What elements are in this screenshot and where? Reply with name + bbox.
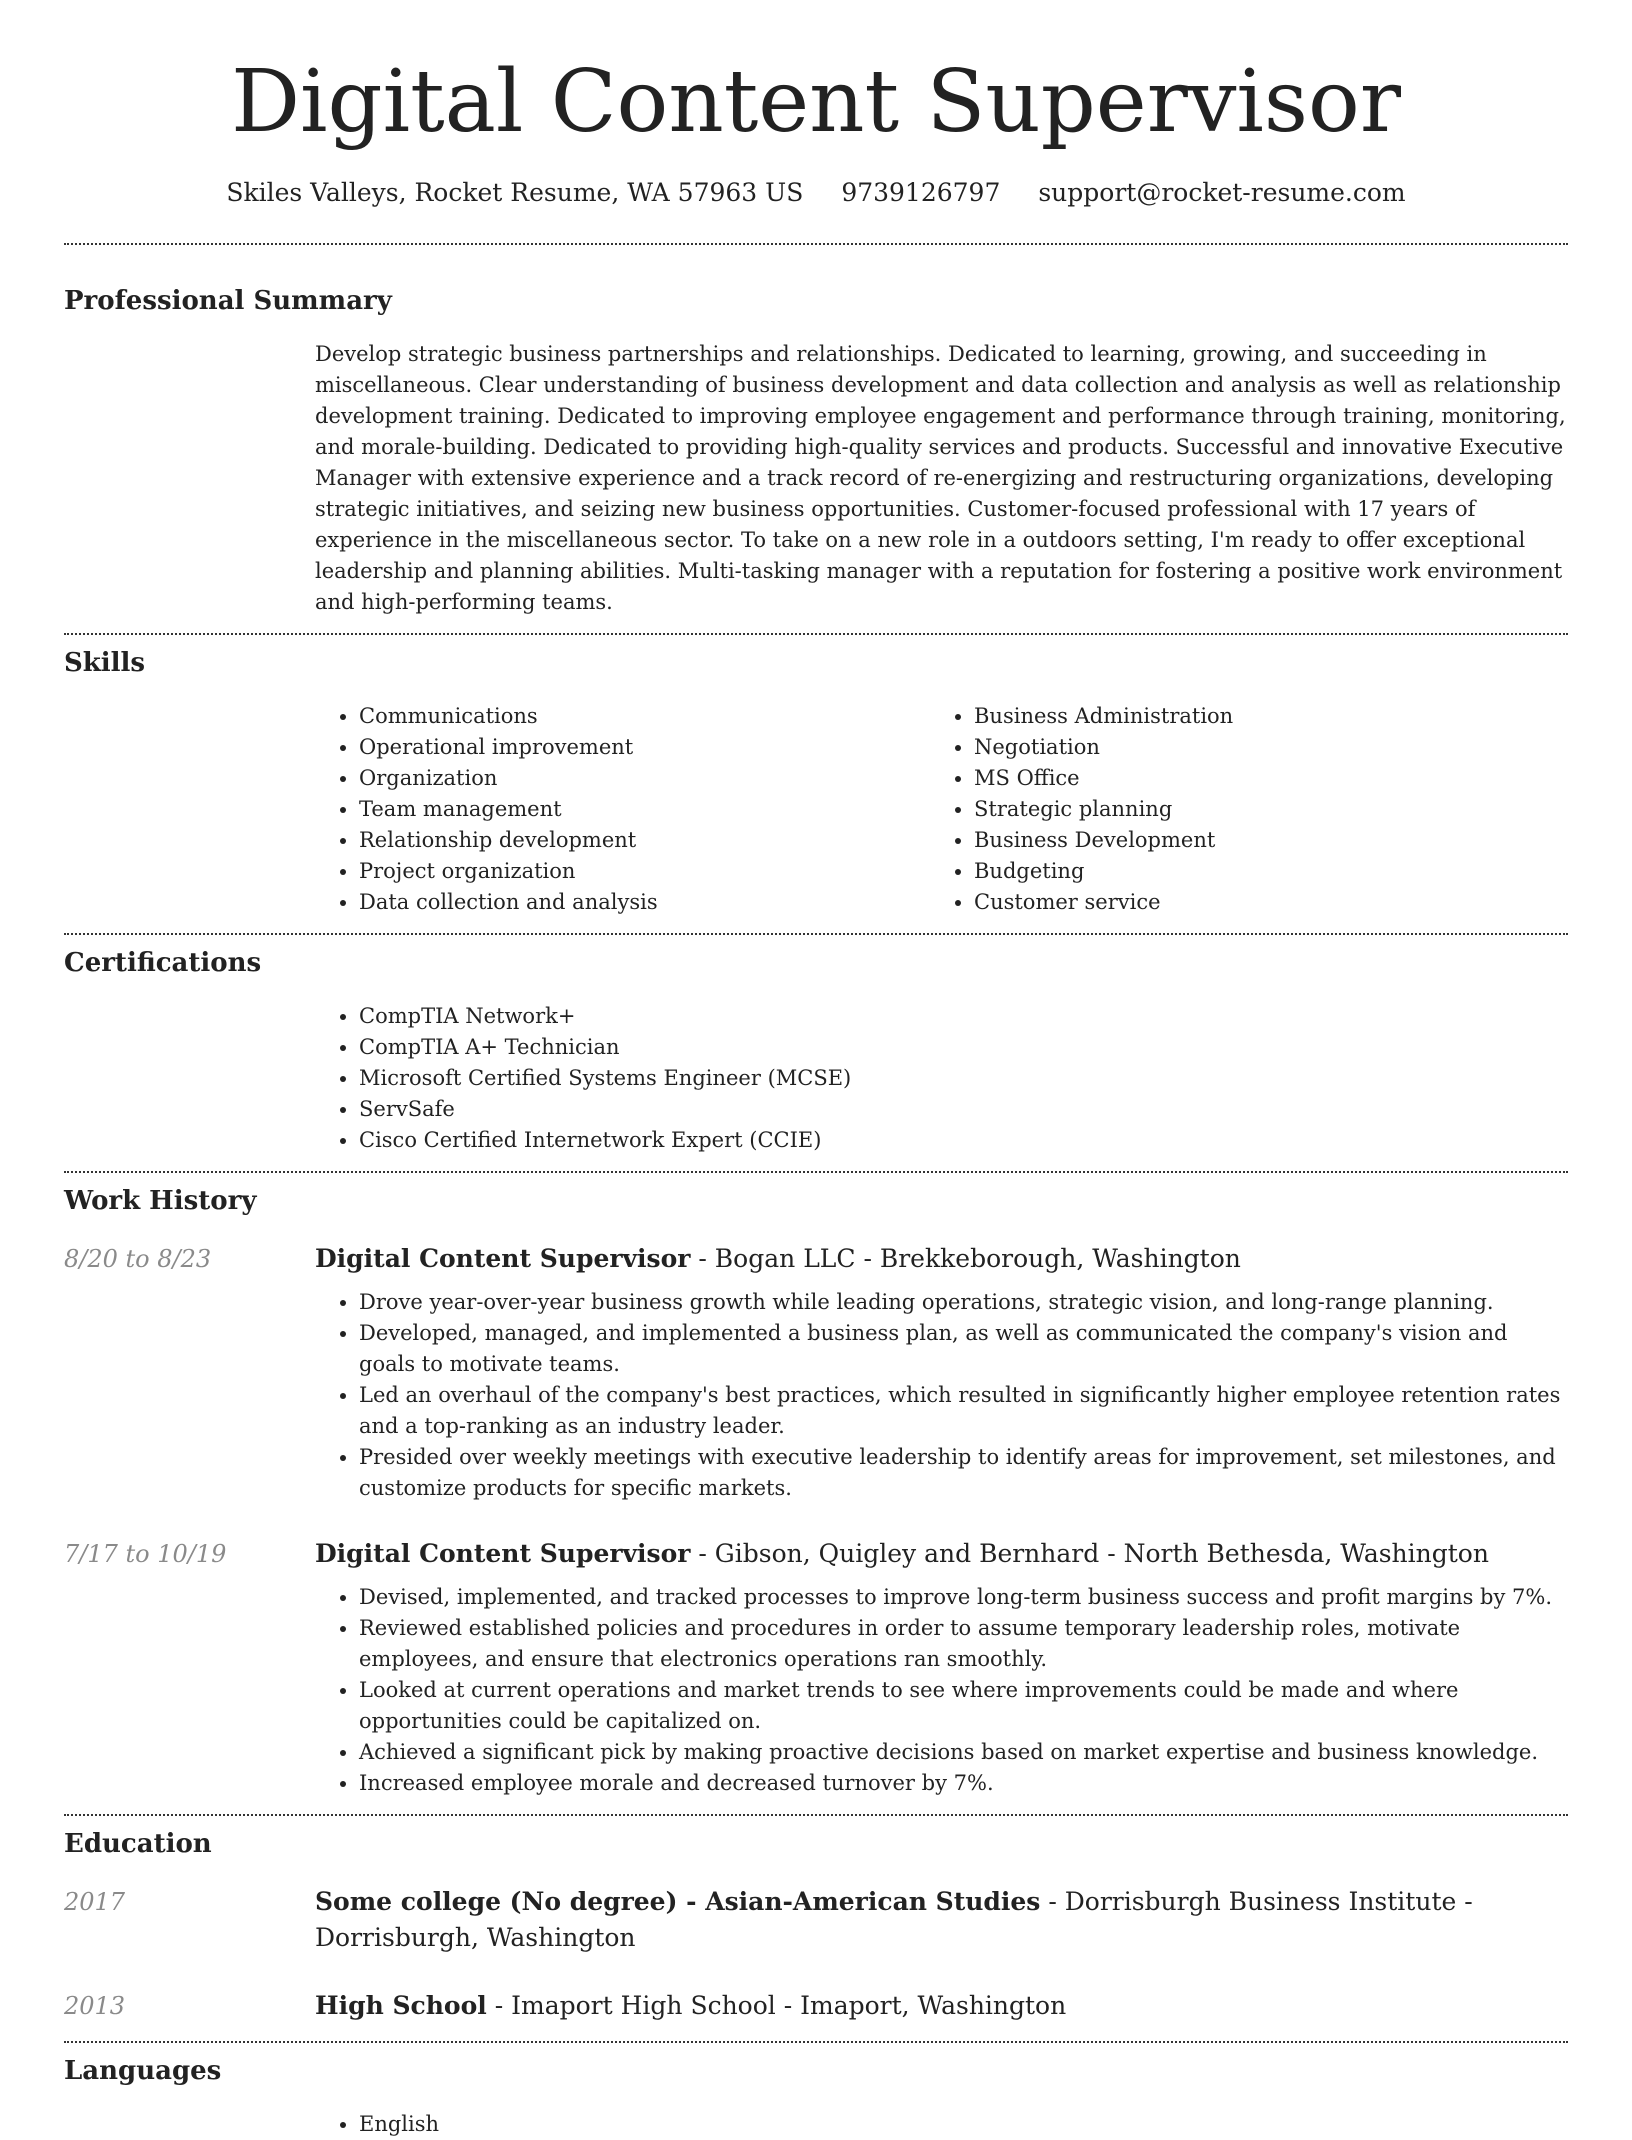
education-title-line bbox=[315, 1884, 1568, 1956]
skill-item: • Budgeting bbox=[974, 856, 1568, 887]
skills-list-left bbox=[315, 701, 930, 918]
education-entry bbox=[64, 1884, 1568, 1956]
skill-item: • Strategic planning bbox=[974, 794, 1568, 825]
skill-item: • Communications bbox=[359, 701, 930, 732]
job-entry bbox=[64, 1536, 1568, 1799]
education-section bbox=[64, 1816, 1568, 2024]
skill-item: • Business Development bbox=[974, 825, 1568, 856]
skills-heading: Skills bbox=[64, 648, 146, 678]
skill-item: • MS Office bbox=[974, 763, 1568, 794]
job-title-line bbox=[315, 1241, 1568, 1277]
education-year: 2013 bbox=[64, 1992, 126, 2020]
job-bullet: • Looked at current operations and market trends to see where improvements could be made and where opportunities could be capitalized on. bbox=[359, 1675, 1568, 1737]
certification-item: • ServSafe bbox=[359, 1094, 1568, 1125]
certification-item: • CompTIA Network+ bbox=[359, 1001, 1568, 1032]
certifications-list bbox=[315, 1001, 1568, 1156]
skill-item: • Negotiation bbox=[974, 732, 1568, 763]
education-school: - Dorrisburgh Business Institute - Dorrisburgh, Washington bbox=[315, 1887, 1473, 1952]
job-bullet: • Reviewed established policies and procedures in order to assume temporary leadership roles, motivate employees, and ensure that electronics operations ran smoothly. bbox=[359, 1613, 1568, 1675]
job-bullet: • Achieved a significant pick by making proactive decisions based on market expertise and business knowledge. bbox=[359, 1737, 1568, 1768]
skill-item: • Business Administration bbox=[974, 701, 1568, 732]
job-bullet-list bbox=[315, 1582, 1568, 1799]
skill-item: • Data collection and analysis bbox=[359, 887, 930, 918]
certification-item: • CompTIA A+ Technician bbox=[359, 1032, 1568, 1063]
summary-section bbox=[64, 245, 1568, 618]
education-title-line bbox=[315, 1988, 1568, 2024]
job-role: Digital Content Supervisor bbox=[315, 1244, 691, 1273]
candidate-name: Digital Content Supervisor bbox=[231, 52, 1401, 152]
summary-text: Develop strategic business partnerships and relationships. Dedicated to learning, growing, and succeeding in miscellaneous. Clear understanding of business development and data collection and analysis as well as relationship development training. Dedicated to improving employee engagement and performance through training, monitoring, and morale-building. Dedicated to providing high-quality services and products. Successful and innovative Executive Manager with extensive experience and a track record of re-energizing and restructuring organizations, developing strategic initiatives, and seizing new business opportunities. Customer-focused professional with 17 years of experience in the miscellaneous sector. To take on a new role in a outdoors setting, I'm ready to offer exceptional leadership and planning abilities. Multi-tasking manager with a reputation for fostering a positive work environment and high-performing teams. bbox=[315, 342, 1566, 614]
job-bullet: • Developed, managed, and implemented a business plan, as well as communicated the company's vision and goals to motivate teams. bbox=[359, 1318, 1568, 1380]
languages-heading: Languages bbox=[64, 2056, 222, 2086]
job-dates: 8/20 to 8/23 bbox=[64, 1245, 212, 1273]
certifications-content bbox=[315, 1001, 1568, 1156]
work-history-heading: Work History bbox=[64, 1186, 257, 1216]
job-bullet-list bbox=[315, 1287, 1568, 1504]
contact-address: Skiles Valleys, Rocket Resume, WA 57963 US bbox=[226, 178, 804, 207]
job-bullets bbox=[315, 1582, 1568, 1799]
languages-content bbox=[315, 2109, 1568, 2140]
skill-item: • Customer service bbox=[974, 887, 1568, 918]
certification-item: • Cisco Certified Internetwork Expert (CCIE) bbox=[359, 1125, 1568, 1156]
skill-item: • Relationship development bbox=[359, 825, 930, 856]
work-history-section bbox=[64, 1173, 1568, 1799]
skill-item: • Team management bbox=[359, 794, 930, 825]
job-company: - Gibson, Quigley and Bernhard - North Bethesda, Washington bbox=[690, 1539, 1489, 1568]
job-company: - Bogan LLC - Brekkeborough, Washington bbox=[690, 1244, 1241, 1273]
skill-item: • Organization bbox=[359, 763, 930, 794]
job-bullets bbox=[315, 1287, 1568, 1504]
job-entry bbox=[64, 1241, 1568, 1504]
education-heading: Education bbox=[64, 1829, 212, 1859]
skill-item: • Operational improvement bbox=[359, 732, 930, 763]
job-bullet: • Led an overhaul of the company's best practices, which resulted in significantly higher employee retention rates and a top-ranking as an industry leader. bbox=[359, 1380, 1568, 1442]
contact-email: support@rocket-resume.com bbox=[1038, 178, 1406, 207]
job-dates: 7/17 to 10/19 bbox=[64, 1540, 227, 1568]
skills-grid bbox=[315, 701, 1568, 918]
contact-line bbox=[64, 178, 1568, 208]
job-bullet: • Devised, implemented, and tracked processes to improve long-term business success and profit margins by 7%. bbox=[359, 1582, 1568, 1613]
language-item: • English bbox=[359, 2109, 1568, 2140]
certifications-heading: Certifications bbox=[64, 948, 262, 978]
languages-list bbox=[315, 2109, 1568, 2140]
summary-heading: Professional Summary bbox=[64, 286, 392, 316]
education-degree: Some college (No degree) - Asian-American Studies bbox=[315, 1887, 1041, 1916]
education-entry bbox=[64, 1988, 1568, 2024]
education-degree: High School bbox=[315, 1991, 487, 2020]
skills-section bbox=[64, 635, 1568, 918]
certifications-section bbox=[64, 935, 1568, 1156]
education-school: - Imaport High School - Imaport, Washington bbox=[486, 1991, 1067, 2020]
skill-item: • Project organization bbox=[359, 856, 930, 887]
education-year: 2017 bbox=[64, 1888, 126, 1916]
job-bullet: • Presided over weekly meetings with executive leadership to identify areas for improvement, set milestones, and customize products for specific markets. bbox=[359, 1442, 1568, 1504]
certification-item: • Microsoft Certified Systems Engineer (MCSE) bbox=[359, 1063, 1568, 1094]
languages-section bbox=[64, 2043, 1568, 2140]
resume-page bbox=[64, 0, 1568, 2140]
job-bullet: • Drove year-over-year business growth while leading operations, strategic vision, and long-range planning. bbox=[359, 1287, 1568, 1318]
job-title-line bbox=[315, 1536, 1568, 1572]
contact-phone: 9739126797 bbox=[841, 178, 1001, 207]
skills-list-right bbox=[930, 701, 1568, 918]
job-bullet: • Increased employee morale and decreased turnover by 7%. bbox=[359, 1768, 1568, 1799]
job-role: Digital Content Supervisor bbox=[315, 1539, 691, 1568]
